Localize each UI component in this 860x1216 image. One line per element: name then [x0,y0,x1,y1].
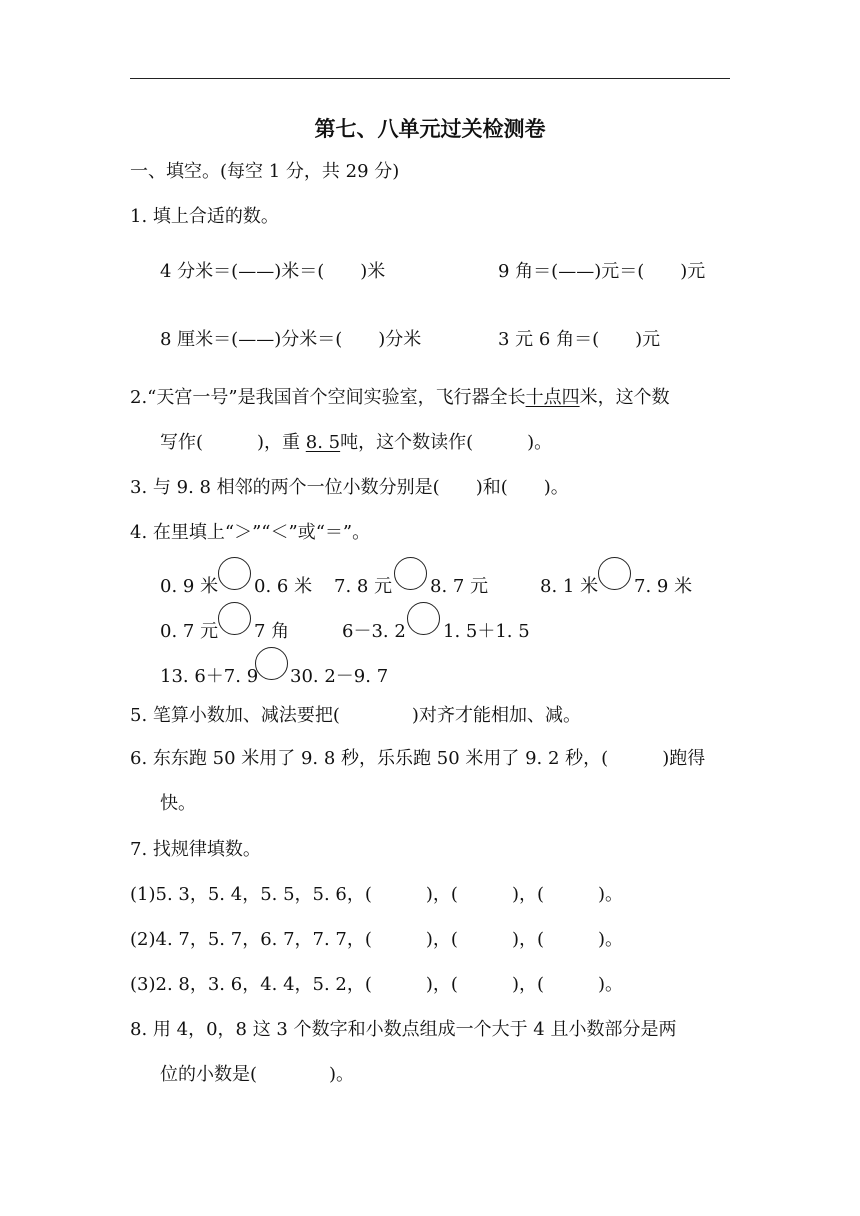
q4-item-6-right: 30. 2－9. 7 [290,666,389,687]
q1-item-c: 8 厘米＝(——)分米＝( )分米 [160,329,422,350]
q6-line2: 快。 [160,793,196,814]
q2-line1-post: 米，这个数 [579,387,670,408]
q7-row-1: (1)5. 3，5. 4，5. 5，5. 6，( )，( )，( )。 [130,884,624,905]
header-rule [130,78,730,79]
q7-stem: 7. 找规律填数。 [130,839,261,860]
q4-item-3-left: 8. 1 米 [540,576,599,597]
compare-circle[interactable] [394,557,427,590]
q2-line2-post: 吨，这个数读作( )。 [340,432,553,453]
q1-item-a: 4 分米＝(——)米＝( )米 [160,261,386,282]
compare-circle[interactable] [218,557,251,590]
q6-line1: 6. 东东跑 50 米用了 9. 8 秒，乐乐跑 50 米用了 9. 2 秒，( )跑得 [130,748,706,769]
compare-circle[interactable] [598,557,631,590]
compare-circle[interactable] [218,602,251,635]
q5-text: 5. 笔算小数加、减法要把( )对齐才能相加、减。 [130,705,581,726]
q4-item-5-left: 6－3. 2 [342,621,406,642]
q7-row-3: (3)2. 8，3. 6，4. 4，5. 2，( )，( )，( )。 [130,974,624,995]
page-title: 第七、八单元过关检测卷 [314,117,546,141]
q1-stem: 1. 填上合适的数。 [130,206,279,227]
q8-line2: 位的小数是( )。 [160,1064,355,1085]
compare-circle[interactable] [407,602,440,635]
q4-item-6-left: 13. 6＋7. 9 [160,666,259,687]
q2-underlined-number: 8. 5 [305,432,341,453]
q2-line2 [160,431,552,455]
q3-text: 3. 与 9. 8 相邻的两个一位小数分别是( )和( )。 [130,477,569,498]
q4-item-4-left: 0. 7 元 [160,621,219,642]
q4-item-1-right: 0. 6 米 [254,576,313,597]
q1-item-d: 3 元 6 角＝( )元 [498,329,661,350]
q8-line1: 8. 用 4，0，8 这 3 个数字和小数点组成一个大于 4 且小数部分是两 [130,1019,677,1040]
q2-line1 [130,386,670,410]
compare-circle[interactable] [255,647,288,680]
q4-stem: 4. 在里填上“＞”“＜”或“＝”。 [130,522,371,543]
q2-line1-pre: 2.“天宫一号”是我国首个空间实验室，飞行器全长 [130,387,526,408]
q4-item-2-left: 7. 8 元 [334,576,393,597]
q2-underlined-text: 十点四 [525,387,580,408]
q4-item-1-left: 0. 9 米 [160,576,219,597]
section-heading: 一、填空。(每空 1 分，共 29 分) [130,161,400,182]
q1-item-b: 9 角＝(——)元＝( )元 [498,261,706,282]
q4-item-5-right: 1. 5＋1. 5 [443,621,530,642]
q2-line2-pre: 写作( )，重 [160,432,306,453]
q4-item-3-right: 7. 9 米 [634,576,693,597]
q4-item-4-right: 7 角 [254,621,290,642]
q7-row-2: (2)4. 7，5. 7，6. 7，7. 7，( )，( )，( )。 [130,929,624,950]
q4-item-2-right: 8. 7 元 [430,576,489,597]
